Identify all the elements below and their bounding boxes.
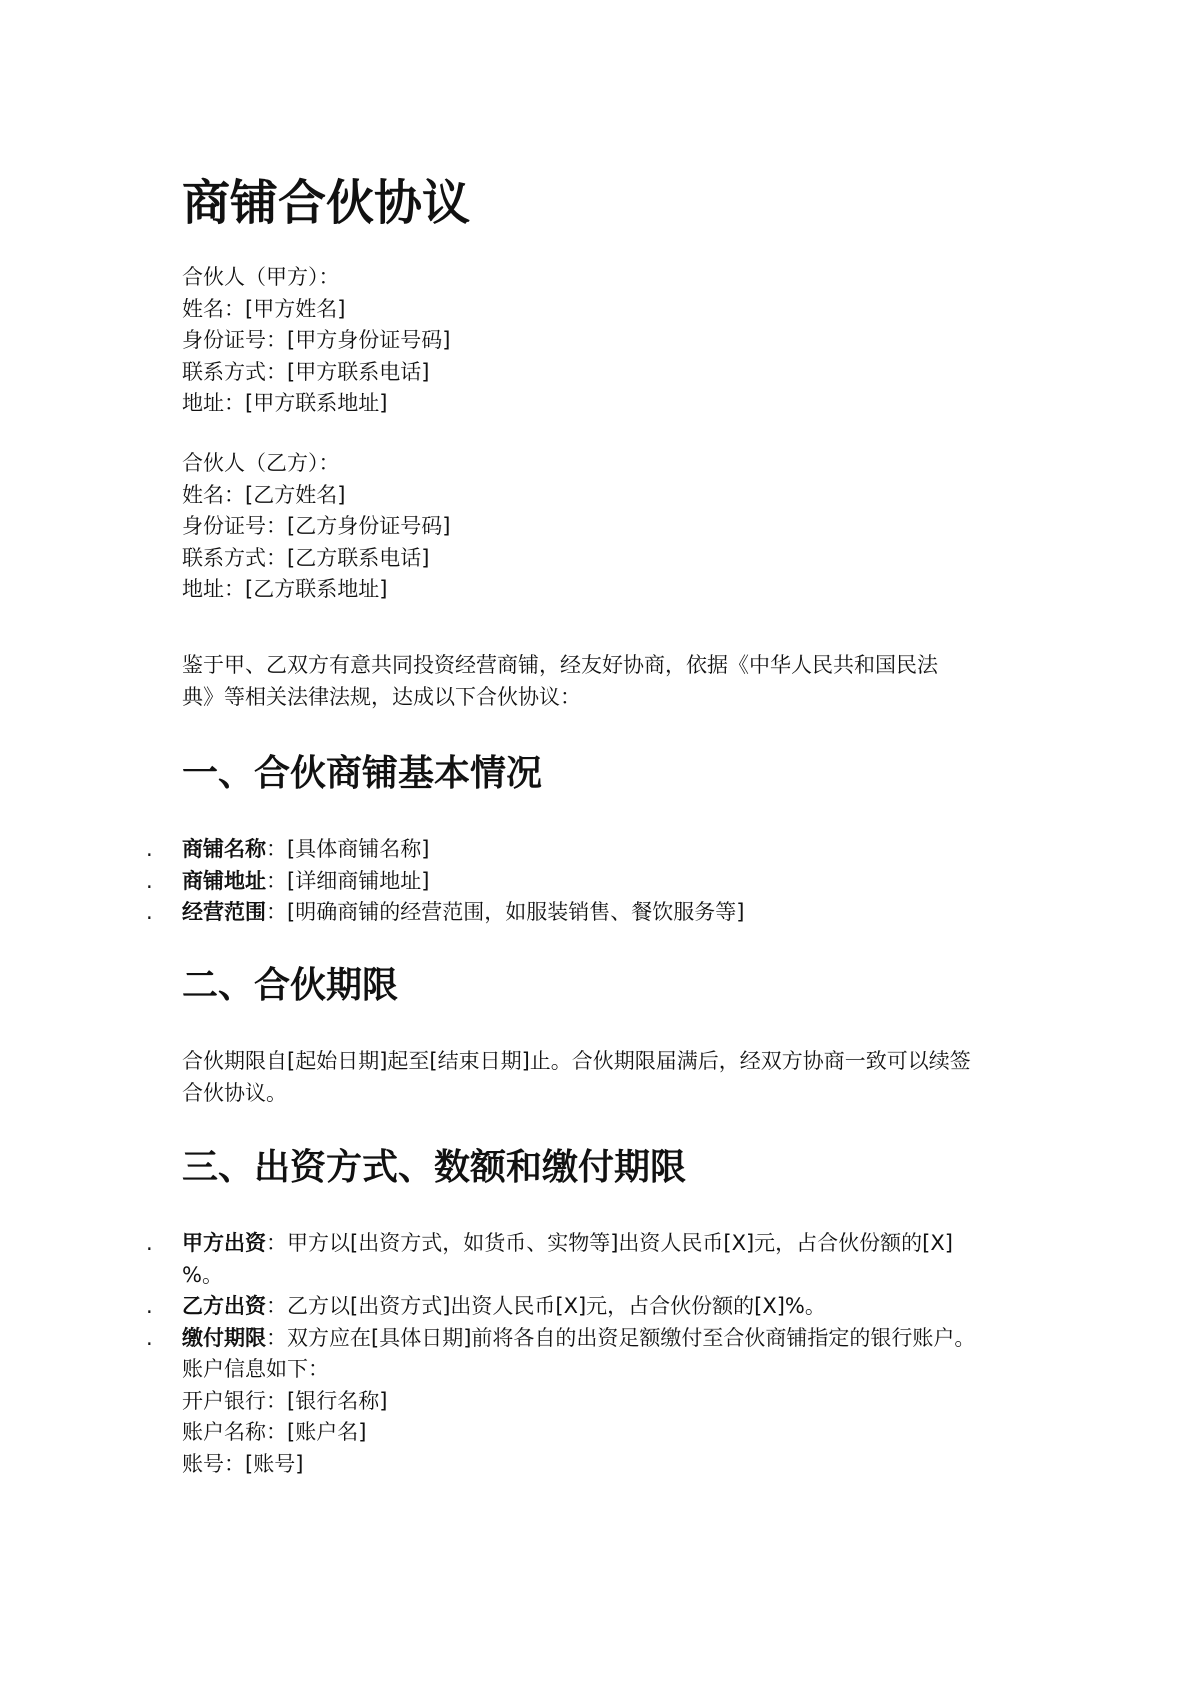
item-text: ：甲方以[出资方式，如货币、实物等]出资人民币[X]元，占合伙份额的[X] bbox=[266, 1231, 953, 1255]
party-b-name: 姓名：[乙方姓名] bbox=[182, 482, 346, 507]
intro-paragraph bbox=[182, 650, 1032, 713]
item-text: ：乙方以[出资方式]出资人民币[X]元，占合伙份额的[X]%。 bbox=[266, 1294, 826, 1318]
list-item bbox=[146, 1291, 1032, 1323]
item-label: 乙方出资 bbox=[182, 1294, 266, 1318]
list-item bbox=[146, 1228, 1032, 1291]
item-text: ：[详细商铺地址] bbox=[266, 868, 430, 893]
item-continuation: %。 bbox=[182, 1262, 223, 1287]
list-item bbox=[146, 1323, 1032, 1481]
list-item bbox=[146, 866, 1032, 898]
section-2-paragraph bbox=[182, 1046, 1032, 1109]
party-a-id: 身份证号：[甲方身份证号码] bbox=[182, 328, 451, 352]
party-a-name: 姓名：[甲方姓名] bbox=[182, 296, 346, 321]
item-label: 经营范围 bbox=[182, 900, 266, 924]
item-label: 商铺地址 bbox=[182, 868, 266, 893]
bullet: . bbox=[146, 1294, 153, 1318]
party-b-heading: 合伙人（乙方）： bbox=[182, 451, 340, 475]
item-label: 缴付期限 bbox=[182, 1325, 266, 1350]
party-a-info bbox=[182, 262, 1032, 420]
account-name-line: 账户名称：[账户名] bbox=[182, 1420, 367, 1444]
item-text: ：[具体商铺名称] bbox=[266, 837, 430, 861]
party-b-contact: 联系方式：[乙方联系电话] bbox=[182, 545, 430, 570]
section-1-heading: 一、合伙商铺基本情况 bbox=[182, 753, 543, 794]
party-b-id: 身份证号：[乙方身份证号码] bbox=[182, 514, 451, 538]
bank-name-line: 开户银行：[银行名称] bbox=[182, 1388, 388, 1413]
bullet: . bbox=[146, 1325, 153, 1350]
section-2-heading: 二、合伙期限 bbox=[182, 965, 399, 1006]
item-continuation: 账户信息如下： bbox=[182, 1357, 329, 1381]
intro-line-1: 鉴于甲、乙双方有意共同投资经营商铺，经友好协商，依据《中华人民共和国民法 bbox=[182, 653, 938, 677]
item-text: ：双方应在[具体日期]前将各自的出资足额缴付至合伙商铺指定的银行账户。 bbox=[266, 1325, 976, 1350]
section-2-line-2: 合伙协议。 bbox=[182, 1080, 287, 1105]
section-3-heading: 三、出资方式、数额和缴付期限 bbox=[182, 1147, 687, 1188]
party-b-address: 地址：[乙方联系地址] bbox=[182, 577, 388, 601]
bullet: . bbox=[146, 1231, 153, 1255]
intro-line-2: 典》等相关法律法规，达成以下合伙协议： bbox=[182, 684, 581, 709]
list-item bbox=[146, 834, 1032, 866]
party-a-address: 地址：[甲方联系地址] bbox=[182, 391, 388, 415]
section-3-list bbox=[146, 1228, 1032, 1480]
bullet: . bbox=[146, 900, 153, 924]
section-2-line-1: 合伙期限自[起始日期]起至[结束日期]止。合伙期限届满后，经双方协商一致可以续签 bbox=[182, 1049, 971, 1073]
item-label: 甲方出资 bbox=[182, 1231, 266, 1255]
party-a-heading: 合伙人（甲方）： bbox=[182, 265, 340, 289]
account-number-line: 账号：[账号] bbox=[182, 1451, 304, 1476]
bullet: . bbox=[146, 868, 153, 893]
item-text: ：[明确商铺的经营范围，如服装销售、餐饮服务等] bbox=[266, 900, 745, 924]
section-1-list bbox=[146, 834, 1032, 929]
party-a-contact: 联系方式：[甲方联系电话] bbox=[182, 359, 430, 384]
party-b-info bbox=[182, 448, 1032, 606]
item-label: 商铺名称 bbox=[182, 837, 266, 861]
document-title: 商铺合伙协议 bbox=[182, 175, 471, 231]
list-item bbox=[146, 897, 1032, 929]
bullet: . bbox=[146, 837, 153, 861]
